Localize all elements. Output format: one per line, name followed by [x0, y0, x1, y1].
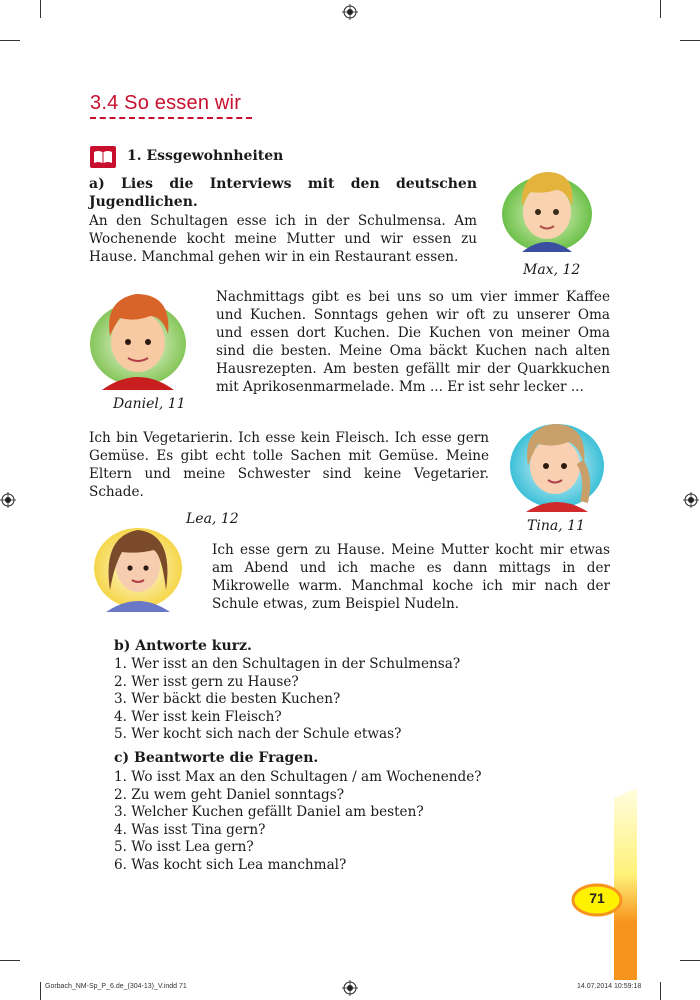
list-item: 4. Wer isst kein Fleisch?	[114, 708, 282, 725]
crop-mark	[40, 0, 41, 18]
registration-mark-icon	[683, 492, 699, 508]
caption-tina: Tina, 11	[527, 518, 585, 534]
task-c-instruction: c) Beantworte die Fragen.	[114, 750, 319, 766]
list-item: 2. Wer isst gern zu Hause?	[114, 673, 299, 690]
task-b-question-list	[114, 656, 460, 744]
crop-mark	[680, 960, 700, 961]
list-item: 1. Wer isst an den Schultagen in der Schulmensa?	[114, 656, 461, 672]
task-a-instruction: a) Lies die Interviews mit den deutschen Jugendlichen.	[89, 176, 477, 210]
crop-mark	[40, 982, 41, 1000]
exercise-title: 1. Essgewohnheiten	[127, 148, 284, 164]
crop-mark	[0, 960, 20, 961]
registration-mark-icon	[342, 4, 358, 20]
crop-mark	[680, 40, 700, 41]
daniel-portrait-illustration	[88, 286, 188, 390]
footer-file-info: Gorbach_NM-Sp_P_6.de_(304-13)_V.indd 71	[45, 983, 187, 990]
lea-portrait-illustration	[92, 516, 184, 612]
crop-mark	[660, 0, 661, 18]
list-item: 5. Wo isst Lea gern?	[114, 839, 254, 856]
list-item: 1. Wo isst Max an den Schultagen / am Wochenende?	[114, 769, 482, 785]
title-underline	[90, 117, 252, 119]
list-item: 4. Was isst Tina gern?	[114, 821, 266, 838]
list-item: 2. Zu wem geht Daniel sonntags?	[114, 786, 345, 803]
caption-daniel: Daniel, 11	[113, 396, 186, 412]
task-c-question-list	[114, 769, 482, 875]
interview-text-tina: Ich bin Vegetarierin. Ich esse kein Fleisch. Ich esse gern Gemüse. Es gibt echt tolle Sachen mit Gemüse. Meine Eltern und meine Schwester sind keine Vegetarier. Schade.	[89, 430, 489, 500]
tina-portrait-illustration	[508, 412, 606, 512]
list-item: 5. Wer kocht sich nach der Schule etwas?	[114, 726, 402, 743]
interview-text-max: An den Schultagen esse ich in der Schulmensa. Am Wochenende kocht meine Mutter und wir essen zu Hause. Manchmal gehen wir in ein Restaurant essen.	[89, 213, 477, 265]
footer-timestamp: 14.07.2014 10:59:18	[577, 983, 642, 990]
max-portrait-illustration	[500, 162, 594, 256]
list-item: 6. Was kocht sich Lea manchmal?	[114, 856, 347, 873]
interview-text-lea: Ich esse gern zu Hause. Meine Mutter kocht mir etwas am Abend und ich mache es dann mittags in der Mikrowelle warm. Manchmal koche ich mir nach der Schule etwas, zum Beispiel Nudeln.	[212, 542, 610, 612]
list-item: 3. Welcher Kuchen gefällt Daniel am besten?	[114, 804, 424, 821]
page-number: 71	[589, 890, 605, 906]
registration-mark-icon	[0, 492, 16, 508]
interview-text-daniel: Nachmittags gibt es bei uns so um vier immer Kaffee und Kuchen. Sonntags gehen wir oft zu unserer Oma und essen dort Kuchen. Die Kuchen von meiner Oma sind die besten. Meine Oma bäckt Kuchen nach alten Hausrezepten. Am besten gefällt mir der Quarkkuchen mit Aprikosenmarmelade. Mm ... Er ist sehr lecker ...	[216, 289, 610, 395]
book-icon	[90, 146, 116, 168]
crop-mark	[0, 40, 20, 41]
crop-mark	[660, 982, 661, 1000]
section-title: 3.4 So essen wir	[90, 92, 242, 114]
task-b-instruction: b) Antworte kurz.	[114, 638, 252, 654]
caption-lea: Lea, 12	[186, 511, 239, 527]
list-item: 3. Wer bäckt die besten Kuchen?	[114, 691, 341, 708]
registration-mark-icon	[342, 980, 358, 996]
caption-max: Max, 12	[523, 262, 581, 278]
